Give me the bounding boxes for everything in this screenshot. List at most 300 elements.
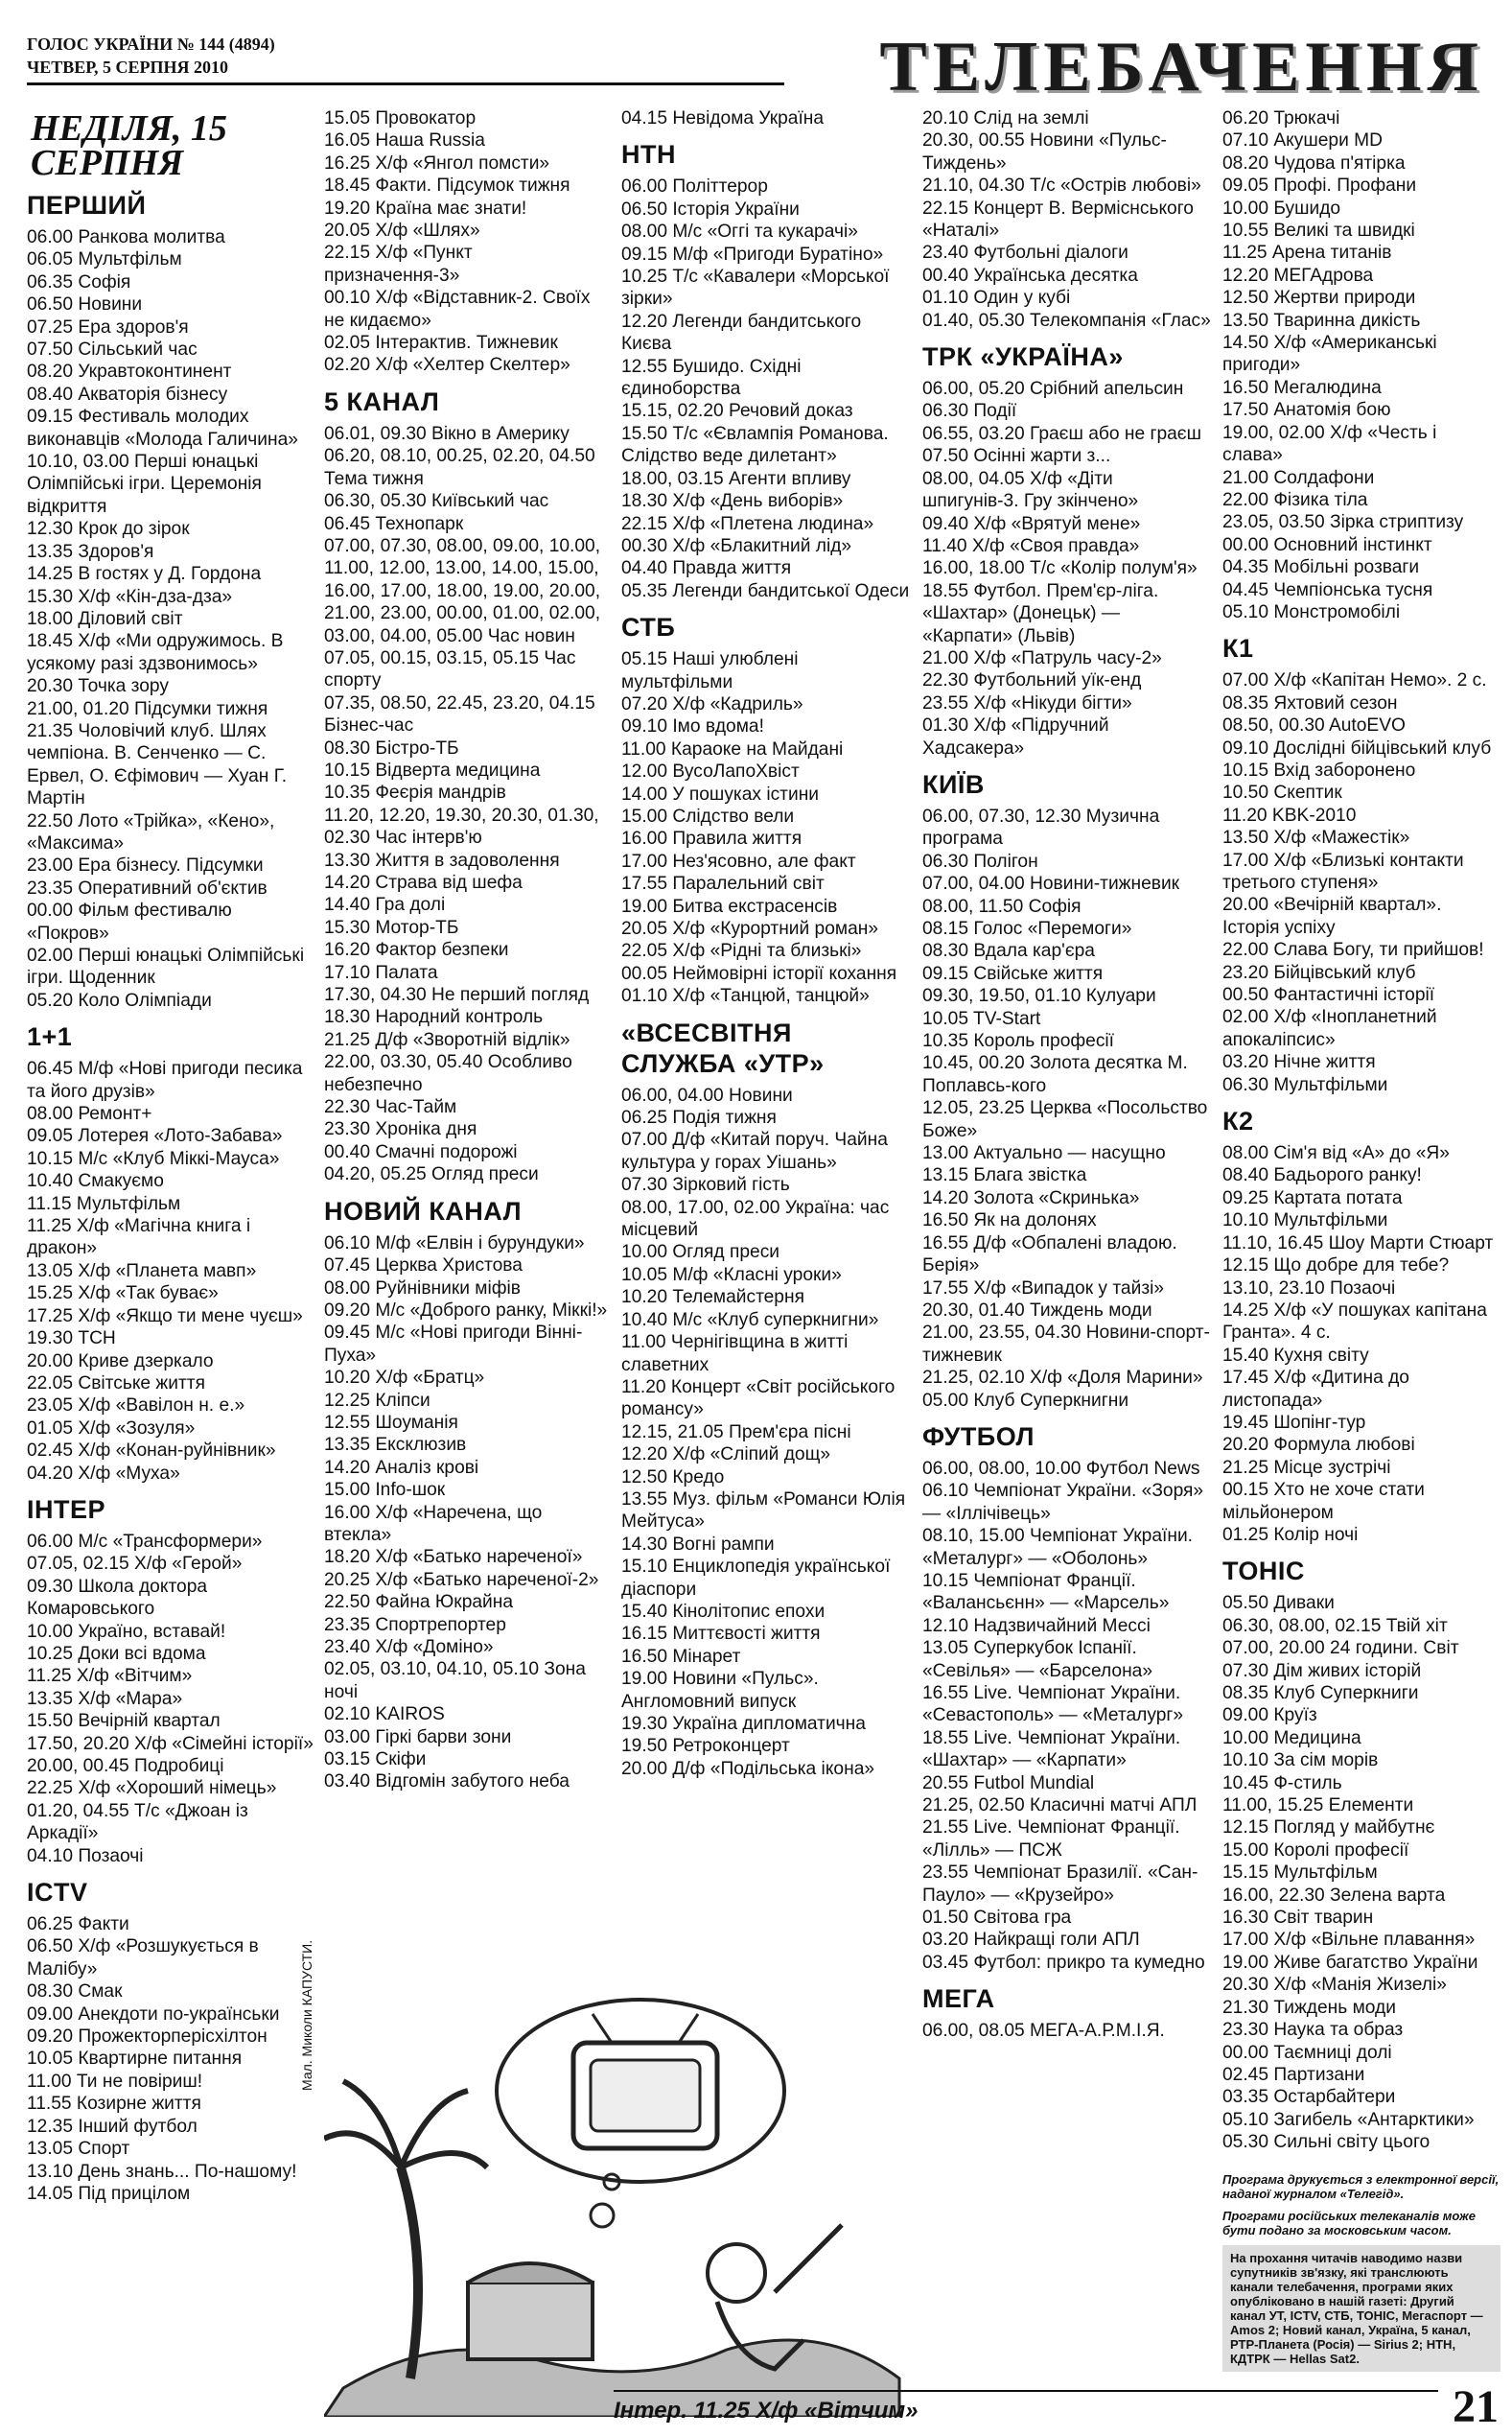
program-item: 20.00 Д/ф «Подільська ікона» xyxy=(621,1758,875,1779)
program-item: 13.15 Блага звістка xyxy=(922,1165,1087,1186)
program-item: 18.00, 03.15 Агенти впливу xyxy=(621,468,851,489)
program-item: 16.00, 18.00 Т/с «Колір полум'я» xyxy=(922,558,1198,579)
program-item: 12.50 Кредо xyxy=(621,1466,725,1487)
program-item: 14.20 Аналіз крові xyxy=(324,1457,479,1478)
program-item: 09.15 Свійське життя xyxy=(922,963,1104,984)
program-item: 14.05 Під прицілом xyxy=(27,2183,191,2204)
program-item: 08.30 Бістро-ТБ xyxy=(324,738,459,759)
channel-heading: ІНТЕР xyxy=(27,1494,106,1524)
program-item: 11.55 Козирне життя xyxy=(27,2094,201,2115)
program-item: 15.40 Кухня світу xyxy=(1222,1345,1369,1366)
program-item: 08.00 М/с «Оггі та кукарачі» xyxy=(621,222,858,243)
program-item: 23.30 Хроніка дня xyxy=(324,1119,477,1140)
program-item: 21.00, 23.55, 04.30 Новини-спорт-тижневик xyxy=(922,1323,1210,1366)
program-item: 07.35, 08.50, 22.45, 23.20, 04.15 Бізнес-час xyxy=(324,692,595,737)
program-item: 19.30 ТСН xyxy=(27,1328,116,1349)
program-item: 16.20 Фактор безпеки xyxy=(324,940,509,961)
program-item: 03.20 Найкращі голи АПЛ xyxy=(922,1930,1140,1951)
program-item: 23.35 Спортрепортер xyxy=(324,1614,506,1635)
program-item: 18.20 Х/ф «Батько нареченої» xyxy=(324,1547,583,1568)
program-item: 10.05 TV-Start xyxy=(922,1008,1041,1029)
program-item: 10.00 Україно, вставай! xyxy=(27,1621,226,1642)
program-item: 22.05 Світське життя xyxy=(27,1372,205,1394)
program-item: 21.10, 04.30 Т/с «Острів любові» xyxy=(922,176,1201,197)
program-item: 06.25 Подія тижня xyxy=(621,1108,777,1129)
channel-heading: ICTV xyxy=(27,1878,88,1908)
program-item: 17.30, 04.30 Не перший погляд xyxy=(324,985,590,1006)
program-item: 13.35 Х/ф «Мара» xyxy=(27,1688,183,1709)
program-item: 06.30 Мультфільми xyxy=(1222,1074,1388,1095)
program-item: 07.30 Зірковий гість xyxy=(621,1175,790,1196)
program-item: 21.00 Х/ф «Патруль часу-2» xyxy=(922,647,1162,668)
program-item: 16.50 Мінарет xyxy=(621,1646,741,1667)
program-item: 10.10 За сім морів xyxy=(1222,1750,1379,1771)
program-item: 17.50, 20.20 Х/ф «Сімейні історії» xyxy=(27,1733,314,1754)
program-item: 21.55 Live. Чемпіонат Франції. «Лілль» — ПСЖ xyxy=(922,1817,1180,1861)
program-item: 16.55 Д/ф «Обпалені владою. Берія» xyxy=(922,1232,1177,1277)
program-item: 09.15 Фестиваль молодих виконавців «Молода Галичина» xyxy=(27,407,298,450)
program-item: 03.40 Відгомін забутого неба xyxy=(324,1771,570,1792)
program-item: 10.20 Х/ф «Братц» xyxy=(324,1368,485,1389)
program-item: 11.00 Караоке на Майдані xyxy=(621,738,844,760)
program-item: 13.05 Х/ф «Планета мавп» xyxy=(27,1260,257,1281)
page-header xyxy=(27,28,1484,106)
program-item: 01.40, 05.30 Телекомпанія «Глас» xyxy=(922,310,1211,331)
program-item: 04.20 Х/ф «Муха» xyxy=(27,1463,180,1484)
program-item: 18.45 Х/ф «Ми одружимось. В усякому разі здзвонимось» xyxy=(27,631,284,674)
program-item: 12.55 Шоуманія xyxy=(324,1412,458,1433)
notice-line-1: Програма друкується з електронної версії, наданої журналом «Телегід». xyxy=(1222,2172,1500,2201)
program-item: 21.25 Місце зустрічі xyxy=(1222,1457,1391,1478)
program-item: 05.20 Коло Олімпіади xyxy=(27,990,212,1011)
notice-line-2: Програми російських телеканалів може бути подано за московським часом. xyxy=(1222,2209,1476,2237)
program-item: 20.10 Слід на землі xyxy=(922,108,1089,129)
program-item: 12.25 Кліпси xyxy=(324,1390,430,1411)
program-item: 05.00 Клуб Суперкнигни xyxy=(922,1390,1129,1411)
program-item: 10.45 Ф-стиль xyxy=(1222,1772,1342,1793)
program-item: 15.00 Слідство вели xyxy=(621,806,795,827)
program-item: 18.55 Live. Чемпіонат України. «Шахтар» — «Карпати» xyxy=(922,1727,1181,1771)
program-item: 17.10 Палата xyxy=(324,962,438,983)
program-item: 22.15 Х/ф «Плетена людина» xyxy=(621,513,874,534)
program-item: 14.25 Х/ф «У пошуках капітана Гранта». 4 с. xyxy=(1222,1300,1487,1344)
program-item: 13.05 Спорт xyxy=(27,2139,130,2160)
program-item: 06.55, 03.20 Граєш або не граєш xyxy=(922,423,1201,444)
program-item: 10.20 Телемайстерня xyxy=(621,1287,804,1308)
program-item: 08.00 Сім'я від «А» до «Я» xyxy=(1222,1143,1450,1164)
program-item: 06.00, 04.00 Новини xyxy=(621,1085,793,1106)
channel-heading: ТРК «УКРАЇНА» xyxy=(922,342,1124,372)
program-item: 03.15 Скіфи xyxy=(324,1749,427,1770)
program-item: 13.05 Суперкубок Іспанії. «Севілья» — «Барселона» xyxy=(922,1638,1153,1681)
program-item: 02.00 Х/ф «Інопланетний апокаліпсис» xyxy=(1222,1007,1437,1050)
program-item: 17.00 Х/ф «Близькі контакти третього ступеня» xyxy=(1222,850,1464,893)
program-item: 07.25 Ера здоров'я xyxy=(27,316,189,338)
program-item: 19.00 Битва екстрасенсів xyxy=(621,896,838,917)
program-item: 22.30 Час-Тайм xyxy=(324,1097,457,1118)
program-item: 06.35 Софія xyxy=(27,271,131,293)
program-item: 02.45 Х/ф «Конан-руйнівник» xyxy=(27,1441,276,1462)
program-item: 05.30 Сильні світу цього xyxy=(1222,2132,1431,2153)
program-item: 08.00 Руйнівники міфів xyxy=(324,1277,521,1299)
program-item: 19.30 Україна дипломатична xyxy=(621,1714,866,1734)
program-item: 04.20, 05.25 Огляд преси xyxy=(324,1164,539,1185)
channel-heading: ТОНІС xyxy=(1222,1557,1305,1586)
program-item: 00.15 Хто не хоче стати мільйонером xyxy=(1222,1480,1425,1523)
program-item: 13.50 Тваринна дикість xyxy=(1222,310,1421,331)
program-item: 12.20 Х/ф «Сліпий дощ» xyxy=(621,1444,831,1465)
program-item: 04.40 Правда життя xyxy=(621,558,792,579)
program-item: 22.30 Футбольний уїк-енд xyxy=(922,670,1142,691)
paper-info xyxy=(27,33,275,79)
footer-rule xyxy=(614,2390,1438,2392)
program-item: 02.05 Інтерактив. Тижневик xyxy=(324,333,558,354)
program-item: 13.35 Здоров'я xyxy=(27,541,154,562)
program-item: 20.05 Х/ф «Шлях» xyxy=(324,221,480,242)
program-item: 15.30 Мотор-ТБ xyxy=(324,917,459,938)
program-item: 16.55 Live. Чемпіонат України. «Севастополь» — «Металург» xyxy=(922,1683,1184,1726)
program-item: 10.00 Огляд преси xyxy=(621,1242,780,1263)
editorial-notice xyxy=(1222,2172,1500,2379)
program-item: 12.15, 21.05 Прем'єра пісні xyxy=(621,1421,851,1442)
program-item: 22.50 Лото «Трійка», «Кено», «Максима» xyxy=(27,810,275,854)
program-item: 08.40 Бадьорого ранку! xyxy=(1222,1165,1422,1186)
program-item: 06.20 Трюкачі xyxy=(1222,108,1340,129)
program-item: 07.00 Д/ф «Китай поруч. Чайна культура у горах Уішань» xyxy=(621,1130,888,1173)
program-item: 10.25 Т/с «Кавалери «Морської зірки» xyxy=(621,267,890,310)
program-item: 00.05 Неймовірні історії кохання xyxy=(621,963,897,984)
program-item: 00.30 Х/ф «Блакитний лід» xyxy=(621,535,852,556)
program-item: 02.05, 03.10, 04.10, 05.10 Зона ночі xyxy=(324,1659,586,1702)
section-title: ТЕЛЕБАЧЕННЯ xyxy=(879,28,1484,106)
program-item: 09.20 М/с «Доброго ранку, Міккі!» xyxy=(324,1300,608,1321)
program-item: 05.10 Монстромобілі xyxy=(1222,601,1401,622)
program-item: 10.15 Чемпіонат Франції. «Валансьєнн» — «Марсель» xyxy=(922,1570,1170,1614)
program-item: 07.05, 02.15 Х/ф «Герой» xyxy=(27,1554,243,1575)
program-item: 12.30 Крок до зірок xyxy=(27,519,190,540)
program-item: 12.00 ВусоЛапоХвіст xyxy=(621,761,800,783)
program-item: 16.15 Миттєвості життя xyxy=(621,1624,821,1645)
program-item: 20.00, 00.45 Подробиці xyxy=(27,1756,224,1776)
program-item: 15.50 Вечірній квартал xyxy=(27,1711,221,1732)
program-item: 00.40 Українська десятка xyxy=(922,265,1138,286)
program-item: 20.30, 01.40 Тиждень моди xyxy=(922,1300,1152,1321)
column-3-blocks xyxy=(621,107,911,1780)
program-item: 10.00 Медицина xyxy=(1222,1727,1361,1748)
column-4-blocks xyxy=(922,107,1212,2043)
program-item: 11.40 Х/ф «Своя правда» xyxy=(922,535,1140,556)
program-item: 00.00 Фільм фестивалю «Покров» xyxy=(27,901,232,944)
program-item: 16.00 Х/ф «Наречена, що втекла» xyxy=(324,1502,543,1545)
program-item: 10.50 Скептик xyxy=(1222,783,1342,804)
program-item: 07.45 Церква Христова xyxy=(324,1255,523,1277)
program-item: 12.20 МЕГАдрова xyxy=(1222,265,1374,286)
program-item: 10.05 Квартирне питання xyxy=(27,2049,243,2070)
program-item: 11.25 Х/ф «Магічна книга і дракон» xyxy=(27,1216,251,1259)
program-item: 09.10 Дослідні бійцівський клуб xyxy=(1222,738,1492,759)
program-item: 17.55 Х/ф «Випадок у тайзі» xyxy=(922,1277,1165,1299)
program-item: 15.15, 02.20 Речовий доказ xyxy=(621,401,853,422)
program-item: 01.05 Х/ф «Зозуля» xyxy=(27,1417,196,1439)
program-item: 23.40 Футбольні діалоги xyxy=(922,243,1128,264)
program-item: 07.00, 20.00 24 години. Світ xyxy=(1222,1638,1459,1659)
program-item: 06.45 Технопарк xyxy=(324,513,464,534)
program-item: 06.01, 09.30 Вікно в Америку xyxy=(324,423,570,444)
channel-heading: К1 xyxy=(1222,634,1254,664)
program-item: 21.30 Тиждень моди xyxy=(1222,1997,1396,2018)
program-item: 22.05 Х/ф «Рідні та близькі» xyxy=(621,941,862,962)
program-item: 11.25 Арена титанів xyxy=(1222,243,1392,264)
program-item: 09.25 Картата потата xyxy=(1222,1187,1403,1208)
program-item: 07.50 Осінні жарти з... xyxy=(922,446,1111,467)
program-item: 08.35 Клуб Суперкниги xyxy=(1222,1683,1419,1703)
program-item: 15.10 Енциклопедія української діаспори xyxy=(621,1557,891,1600)
program-item: 07.10 Акушери MD xyxy=(1222,130,1383,152)
program-item: 00.40 Смачні подорожі xyxy=(324,1141,518,1162)
program-item: 07.00, 04.00 Новини-тижневик xyxy=(922,874,1180,895)
program-item: 08.35 Яхтовий сезон xyxy=(1222,692,1398,714)
program-item: 06.30 Полігон xyxy=(922,851,1038,872)
program-item: 07.30 Дім живих історій xyxy=(1222,1660,1422,1681)
program-item: 18.30 Народний контроль xyxy=(324,1007,544,1028)
program-item: 09.40 Х/ф «Врятуй мене» xyxy=(922,513,1141,534)
program-item: 20.30, 00.55 Новини «Пульс-Тиждень» xyxy=(922,130,1167,174)
program-item: 23.05 Х/ф «Вавілон н. е.» xyxy=(27,1395,245,1417)
program-item: 03.45 Футбол: прикро та кумедно xyxy=(922,1952,1205,1973)
program-item: 22.00 Фізика тіла xyxy=(1222,489,1368,510)
program-item: 23.55 Чемпіонат Бразилії. «Сан-Пауло» — «Крузейро» xyxy=(922,1862,1198,1906)
program-item: 02.10 KAIROS xyxy=(324,1704,445,1725)
program-item: 23.55 Х/ф «Нікуди бігти» xyxy=(922,692,1132,714)
program-item: 23.40 Х/ф «Доміно» xyxy=(324,1637,494,1657)
column-4 xyxy=(922,107,1212,2043)
program-item: 11.15 Мультфільм xyxy=(27,1193,181,1214)
program-item: 10.40 Смакуємо xyxy=(27,1171,164,1192)
program-item: 14.00 У пошуках істини xyxy=(621,784,820,805)
program-item: 16.30 Світ тварин xyxy=(1222,1908,1374,1929)
paper-date: ЧЕТВЕР, 5 СЕРПНЯ 2010 xyxy=(27,58,228,77)
channel-heading: МЕГА xyxy=(922,1984,995,2014)
program-item: 06.10 М/ф «Елвін і бурундуки» xyxy=(324,1232,585,1253)
program-item: 14.40 Гра долі xyxy=(324,895,446,916)
program-item: 20.25 Х/ф «Батько нареченої-2» xyxy=(324,1569,599,1590)
program-item: 18.00 Діловий світ xyxy=(27,608,183,629)
program-item: 15.00 Королі професії xyxy=(1222,1839,1409,1861)
program-item: 06.05 Мультфільм xyxy=(27,249,182,270)
program-item: 10.35 Король професії xyxy=(922,1031,1115,1052)
program-item: 10.05 М/ф «Класні уроки» xyxy=(621,1264,842,1285)
program-item: 09.00 Круїз xyxy=(1222,1705,1317,1726)
channel-heading: ПЕРШИЙ xyxy=(27,191,147,220)
program-item: 20.30 Точка зору xyxy=(27,676,169,697)
program-item: 08.30 Вдала кар'єра xyxy=(922,941,1095,962)
program-item: 08.20 Укравтоконтинент xyxy=(27,362,232,383)
program-item: 02.20 Х/ф «Хелтер Скелтер» xyxy=(324,355,570,376)
program-item: 14.30 Вогні рампи xyxy=(621,1534,775,1555)
program-item: 00.50 Фантастичні історії xyxy=(1222,985,1435,1006)
program-item: 10.15 М/с «Клуб Міккі-Мауса» xyxy=(27,1148,280,1169)
program-item: 11.00 Чернігівщина в житті славетних xyxy=(621,1332,849,1375)
program-item: 00.10 Х/ф «Відставник-2. Своїх не кидаємо» xyxy=(324,288,591,331)
channel-heading: 5 КАНАЛ xyxy=(324,386,440,416)
day-heading: НЕДІЛЯ, 15 СЕРПНЯ xyxy=(31,108,227,183)
program-item: 08.00, 04.05 Х/ф «Діти шпигунів-3. Гру зкінчено» xyxy=(922,468,1139,512)
program-item: 20.20 Формула любові xyxy=(1222,1435,1415,1456)
satellite-box: На прохання читачів наводимо назви супутників зв'язку, які транслюють канали телебачення, програми яких опубліковано в нашій газеті: Другий канал УТ, ICTV, СТБ, ТОНІС, Мегаспорт — Amos 2; Новий канал, Україна, 5 канал, РТР-Планета (Росія) — Sirius 2; НТН, КДТРК — Hellas Sat2. xyxy=(1222,2245,1500,2372)
cartoon-caption: Мал. Миколи КАПУСТИ. xyxy=(299,1939,314,2091)
program-item: 17.55 Паралельний світ xyxy=(621,874,825,895)
program-item: 06.30 Події xyxy=(922,401,1017,422)
program-item: 16.00, 22.30 Зелена варта xyxy=(1222,1885,1446,1906)
program-item: 19.50 Ретроконцерт xyxy=(621,1736,790,1757)
program-item: 06.30, 05.30 Київський час xyxy=(324,491,549,512)
program-item: 12.35 Інший футбол xyxy=(27,2116,198,2137)
program-item: 03.35 Остарбайтери xyxy=(1222,2087,1396,2108)
program-item: 14.50 Х/ф «Американські пригоди» xyxy=(1222,333,1437,376)
program-item: 14.20 Золота «Скринька» xyxy=(922,1187,1140,1208)
program-item: 08.30 Смак xyxy=(27,1981,123,2003)
program-item: 21.25 Д/ф «Зворотній відлік» xyxy=(324,1029,570,1050)
channel-heading: «ВСЕСВІТНЯ СЛУЖБА «УТР» xyxy=(621,1018,825,1078)
program-item: 15.50 Т/с «Євлампія Романова. Слідство веде дилетант» xyxy=(621,423,889,467)
cartoon-illustration xyxy=(324,1976,905,2417)
program-item: 22.00, 03.30, 05.40 Особливо небезпечно xyxy=(324,1052,572,1095)
program-item: 06.00, 05.20 Срібний апельсин xyxy=(922,379,1184,400)
column-5 xyxy=(1222,107,1500,2154)
program-item: 18.45 Факти. Підсумок тижня xyxy=(324,176,570,197)
program-item: 16.00 Правила життя xyxy=(621,829,803,850)
program-item: 23.30 Наука та образ xyxy=(1222,2020,1404,2041)
program-item: 09.05 Профі. Профани xyxy=(1222,176,1417,197)
program-item: 16.05 Наша Russia xyxy=(324,130,485,152)
program-item: 14.25 В гостях у Д. Гордона xyxy=(27,564,262,585)
program-item: 06.00 Політтерор xyxy=(621,176,768,198)
channel-heading: 1+1 xyxy=(27,1022,73,1052)
program-item: 04.10 Позаочі xyxy=(27,1845,144,1866)
program-item: 15.15 Мультфільм xyxy=(1222,1862,1378,1884)
program-item: 08.50, 00.30 AutoEVO xyxy=(1222,715,1406,737)
program-item: 05.15 Наші улюблені мультфільми xyxy=(621,649,799,692)
program-item: 09.30 Школа доктора Комаровського xyxy=(27,1576,208,1620)
program-item: 09.45 М/с «Нові пригоди Вінні-Пуха» xyxy=(324,1323,583,1366)
program-item: 22.00 Слава Богу, ти прийшов! xyxy=(1222,940,1484,961)
program-item: 16.50 Як на долонях xyxy=(922,1210,1097,1231)
program-item: 11.20 Концерт «Світ російського романсу» xyxy=(621,1376,896,1420)
program-item: 12.55 Бушидо. Східні єдиноборства xyxy=(621,356,802,400)
program-item: 09.30, 19.50, 01.10 Кулуари xyxy=(922,986,1156,1007)
program-item: 05.35 Легенди бандитської Одеси xyxy=(621,580,910,601)
program-item: 20.05 Х/ф «Курортний роман» xyxy=(621,919,879,939)
program-item: 19.20 Країна має знати! xyxy=(324,198,527,219)
program-item: 23.20 Бійцівський клуб xyxy=(1222,962,1416,983)
program-item: 12.15 Що добре для тебе? xyxy=(1222,1255,1450,1277)
program-item: 11.00, 15.25 Елементи xyxy=(1222,1795,1414,1816)
program-item: 10.15 Вхід заборонено xyxy=(1222,760,1416,781)
program-item: 08.15 Голос «Перемоги» xyxy=(922,919,1132,939)
program-item: 10.25 Доки всі вдома xyxy=(27,1643,206,1664)
program-item: 13.30 Життя в задоволення xyxy=(324,850,560,871)
program-item: 06.00, 08.00, 10.00 Футбол News xyxy=(922,1458,1200,1479)
channel-heading: К2 xyxy=(1222,1107,1254,1136)
program-item: 23.00 Ера бізнесу. Підсумки xyxy=(27,855,264,877)
program-item: 18.30 Х/ф «День виборів» xyxy=(621,491,844,512)
program-item: 10.15 Відверта медицина xyxy=(324,760,541,781)
program-item: 16.50 Мегалюдина xyxy=(1222,377,1382,398)
program-item: 04.35 Мобільні розваги xyxy=(1222,557,1420,578)
program-item: 13.10, 23.10 Позаочі xyxy=(1222,1277,1396,1299)
program-item: 12.10 Надзвичайний Мессі xyxy=(922,1615,1151,1636)
program-item: 12.20 Легенди бандитського Києва xyxy=(621,311,862,355)
program-item: 17.25 Х/ф «Якщо ти мене чуєш» xyxy=(27,1305,303,1326)
column-3 xyxy=(621,107,911,1780)
program-item: 09.00 Анекдоти по-українськи xyxy=(27,2003,280,2025)
program-item: 06.50 Історія України xyxy=(621,199,800,220)
program-item: 17.50 Анатомія бою xyxy=(1222,400,1391,421)
program-item: 01.20, 04.55 Т/с «Джоан із Аркадії» xyxy=(27,1800,248,1844)
program-item: 06.25 Факти xyxy=(27,1914,129,1935)
program-item: 02.45 Партизани xyxy=(1222,2064,1365,2085)
program-item: 13.35 Ексклюзив xyxy=(324,1435,467,1456)
program-item: 08.20 Чудова п'ятірка xyxy=(1222,152,1406,174)
program-item: 04.15 Невідома Україна xyxy=(621,108,825,129)
program-item: 09.05 Лотерея «Лото-Забава» xyxy=(27,1126,283,1147)
program-item: 08.00, 17.00, 02.00 Україна: час місцевий xyxy=(621,1197,890,1241)
program-item: 01.10 Х/ф «Танцюй, танцюй» xyxy=(621,986,870,1007)
program-item: 08.00 Ремонт+ xyxy=(27,1104,152,1125)
program-item: 15.05 Провокатор xyxy=(324,108,477,129)
program-item: 13.55 Муз. фільм «Романси Юлія Мейтуса» xyxy=(621,1488,906,1533)
program-item: 00.00 Основний інстинкт xyxy=(1222,534,1432,555)
column-2 xyxy=(324,107,612,1793)
program-item: 11.20 KBK-2010 xyxy=(1222,805,1357,826)
program-item: 15.30 Х/ф «Кін-дза-дза» xyxy=(27,586,233,607)
program-item: 14.20 Страва від шефа xyxy=(324,873,523,893)
program-item: 07.00 Х/ф «Капітан Немо». 2 с. xyxy=(1222,670,1487,691)
program-item: 19.45 Шопінг-тур xyxy=(1222,1412,1366,1433)
program-item: 07.50 Сільський час xyxy=(27,340,198,361)
program-item: 15.25 Х/ф «Так буває» xyxy=(27,1283,219,1304)
program-item: 02.00 Перші юнацькі Олімпійські ігри. Щоденник xyxy=(27,946,305,989)
program-item: 17.00 Х/ф «Вільне плавання» xyxy=(1222,1930,1476,1951)
program-item: 08.10, 15.00 Чемпіонат України. «Металург» — «Оболонь» xyxy=(922,1526,1194,1569)
program-item: 12.15 Погляд у майбутнє xyxy=(1222,1817,1435,1839)
program-item: 10.40 М/с «Клуб суперкнигни» xyxy=(621,1309,879,1330)
program-item: 00.00 Таємниці долі xyxy=(1222,2042,1392,2063)
program-item: 10.10 Мультфільми xyxy=(1222,1210,1388,1231)
program-item: 10.35 Феєрія мандрів xyxy=(324,783,506,804)
column-1-blocks xyxy=(27,190,314,2205)
program-item: 11.20, 12.20, 19.30, 20.30, 01.30, 02.30 Час інтерв'ю xyxy=(324,805,599,849)
program-item: 22.15 Х/ф «Пункт призначення-3» xyxy=(324,243,473,286)
program-item: 06.10 Чемпіонат України. «Зоря» — «Іллічівець» xyxy=(922,1481,1204,1524)
footer-highlight: Інтер. 11.25 Х/ф «Вітчим» xyxy=(614,2398,919,2424)
program-item: 20.00 Криве дзеркало xyxy=(27,1350,214,1371)
column-5-blocks xyxy=(1222,107,1500,2154)
program-item: 06.50 Новини xyxy=(27,294,143,316)
program-item: 01.50 Світова гра xyxy=(922,1908,1072,1929)
program-item: 03.00 Гіркі барви зони xyxy=(324,1726,512,1747)
program-item: 19.00 Новини «Пульс». Англомовний випуск xyxy=(621,1669,819,1712)
program-item: 12.05, 23.25 Церква «Посольство Боже» xyxy=(922,1098,1208,1141)
program-item: 19.00, 02.00 Х/ф «Честь і слава» xyxy=(1222,422,1437,466)
program-item: 19.00 Живе багатство України xyxy=(1222,1952,1478,1973)
program-item: 10.45, 00.20 Золота десятка М. Поплавсь-кого xyxy=(922,1053,1188,1096)
program-item: 16.25 Х/ф «Янгол помсти» xyxy=(324,152,550,174)
program-item: 22.50 Файна Юкрайна xyxy=(324,1592,514,1613)
program-item: 13.00 Актуально — насущно xyxy=(922,1143,1166,1164)
channel-heading: ФУТБОЛ xyxy=(922,1421,1035,1451)
program-item: 22.15 Концерт В. Верміснського «Наталі» xyxy=(922,198,1194,242)
